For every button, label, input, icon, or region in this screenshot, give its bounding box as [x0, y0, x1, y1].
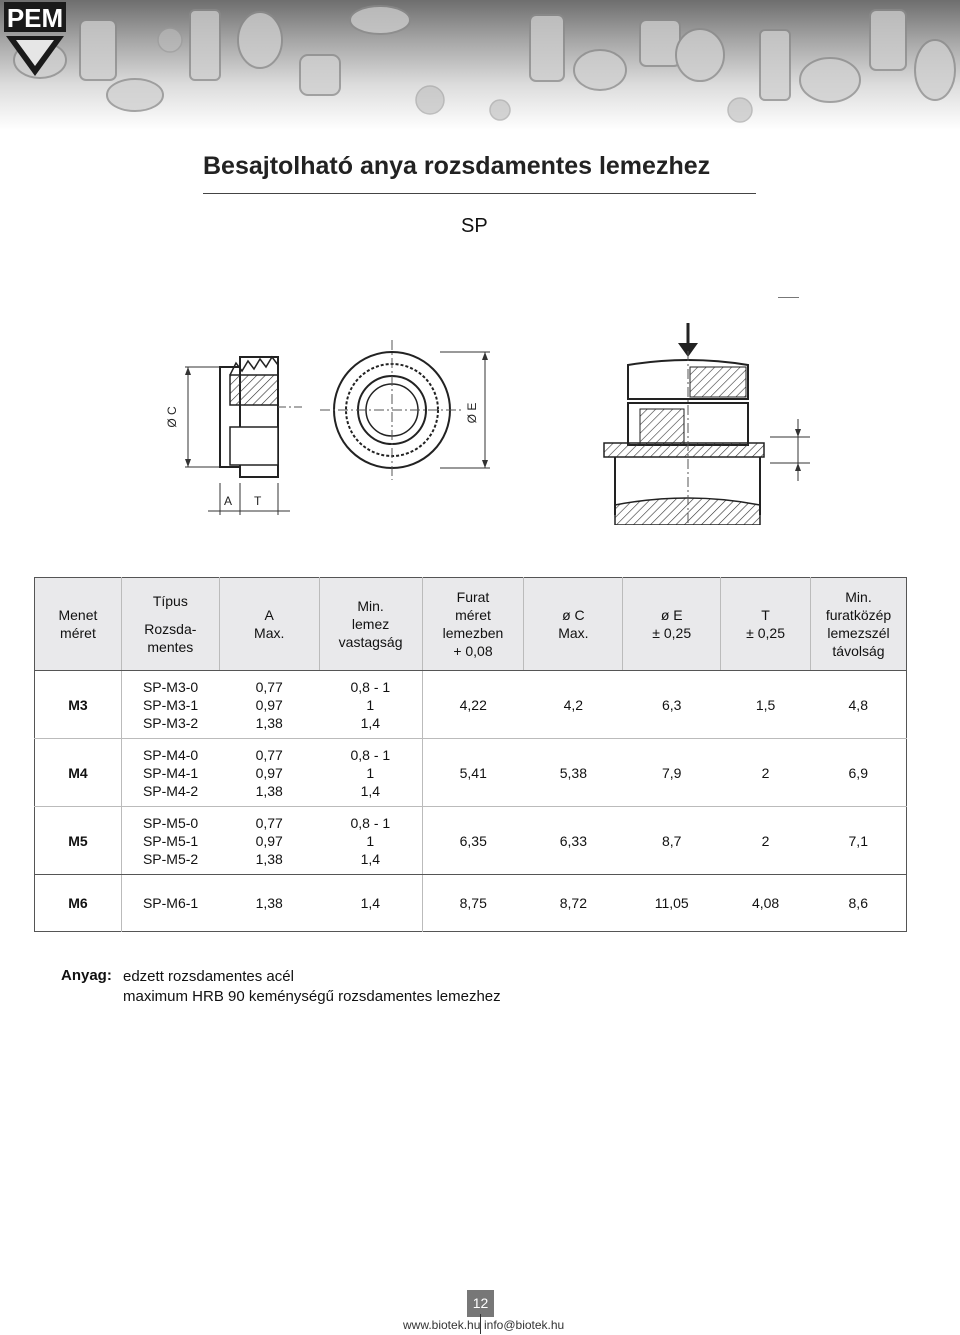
cell-menet: M6 [35, 875, 122, 932]
installation-view [604, 323, 810, 525]
cell-a: 0,77 0,97 1,38 [219, 807, 319, 875]
material-line: maximum HRB 90 keménységű rozsdamentes lemezhez [123, 988, 501, 1005]
cell-t: 1,5 [721, 671, 811, 739]
cell-tav: 4,8 [811, 671, 907, 739]
header-banner [0, 0, 960, 130]
cell-a: 0,77 0,97 1,38 [219, 739, 319, 807]
table-row-m6 [35, 875, 907, 932]
footer-email-link[interactable]: info@biotek.hu [484, 1318, 565, 1332]
cell-menet: M3 [35, 671, 122, 739]
cell-tav: 6,9 [811, 739, 907, 807]
cell-tav: 7,1 [811, 807, 907, 875]
header-t: T ± 0,25 [721, 578, 811, 671]
title-divider [203, 193, 756, 194]
footer-website-link[interactable]: www.biotek.hu [403, 1318, 481, 1332]
cell-lemez: 0,8 - 1 1 1,4 [319, 807, 422, 875]
header-e: ø E ± 0,25 [623, 578, 721, 671]
page-number: 12 [467, 1290, 494, 1317]
cell-menet: M4 [35, 739, 122, 807]
header-lemez: Min. lemez vastagság [319, 578, 422, 671]
cell-furat: 8,75 [459, 895, 487, 911]
cell-furat: 5,41 [422, 739, 524, 807]
material-line: edzett rozsdamentes acél [123, 968, 294, 985]
cell-t: 2 [721, 739, 811, 807]
header-furat: Furat méret lemezben + 0,08 [422, 578, 524, 671]
spec-table [34, 577, 907, 932]
cell-types: SP-M5-0 SP-M5-1 SP-M5-2 [121, 807, 219, 875]
cell-menet: M5 [35, 807, 122, 875]
header-tipus: Típus Rozsda- mentes [121, 578, 219, 671]
front-view [320, 340, 490, 480]
cell-e: 8,7 [623, 807, 721, 875]
header-tavolsag: Min. furatközép lemezszél távolság [811, 578, 907, 671]
technical-drawing [130, 315, 830, 525]
small-divider [778, 297, 799, 298]
cell-lemez: 0,8 - 1 1 1,4 [319, 739, 422, 807]
cell-c: 4,2 [524, 671, 623, 739]
cell-types: SP-M4-0 SP-M4-1 SP-M4-2 [121, 739, 219, 807]
fastener-photo-background [0, 0, 960, 130]
cell-a: 0,77 0,97 1,38 [219, 671, 319, 739]
material-description [123, 967, 501, 1007]
svg-text:PEM: PEM [6, 3, 64, 33]
cell-a: 1,38 [255, 895, 283, 911]
cell-t: 4,08 [751, 895, 780, 911]
table-header-row [35, 578, 907, 671]
header-a: A Max. [219, 578, 319, 671]
svg-text:T: T [254, 494, 262, 508]
cell-t: 2 [721, 807, 811, 875]
cell-tav: 8,6 [848, 895, 868, 911]
header-c: ø C Max. [524, 578, 623, 671]
cell-furat: 6,35 [422, 807, 524, 875]
cell-c: 5,38 [524, 739, 623, 807]
pem-logo [0, 0, 70, 78]
cell-types: SP-M3-0 SP-M3-1 SP-M3-2 [121, 671, 219, 739]
svg-text:Ø C: Ø C [165, 406, 179, 428]
cell-c: 6,33 [524, 807, 623, 875]
header-menet: Menet méret [35, 578, 122, 671]
side-view [165, 357, 305, 515]
cell-c: 8,72 [559, 895, 587, 911]
table-row-m4 [35, 739, 907, 807]
svg-text:Ø E: Ø E [465, 402, 479, 424]
cell-furat: 4,22 [422, 671, 524, 739]
cell-types: SP-M6-1 [142, 895, 199, 911]
product-code: SP [461, 215, 488, 237]
cell-e: 11,05 [654, 895, 689, 911]
cell-e: 7,9 [623, 739, 721, 807]
cell-e: 6,3 [623, 671, 721, 739]
table-row-m3 [35, 671, 907, 739]
footer-divider [480, 1314, 481, 1334]
cell-lemez: 0,8 - 1 1 1,4 [319, 671, 422, 739]
table-row-m5 [35, 807, 907, 875]
page-title: Besajtolható anya rozsdamentes lemezhez [203, 152, 711, 180]
material-label: Anyag: [61, 967, 112, 984]
cell-lemez: 1,4 [319, 875, 422, 932]
svg-text:A: A [224, 494, 233, 508]
